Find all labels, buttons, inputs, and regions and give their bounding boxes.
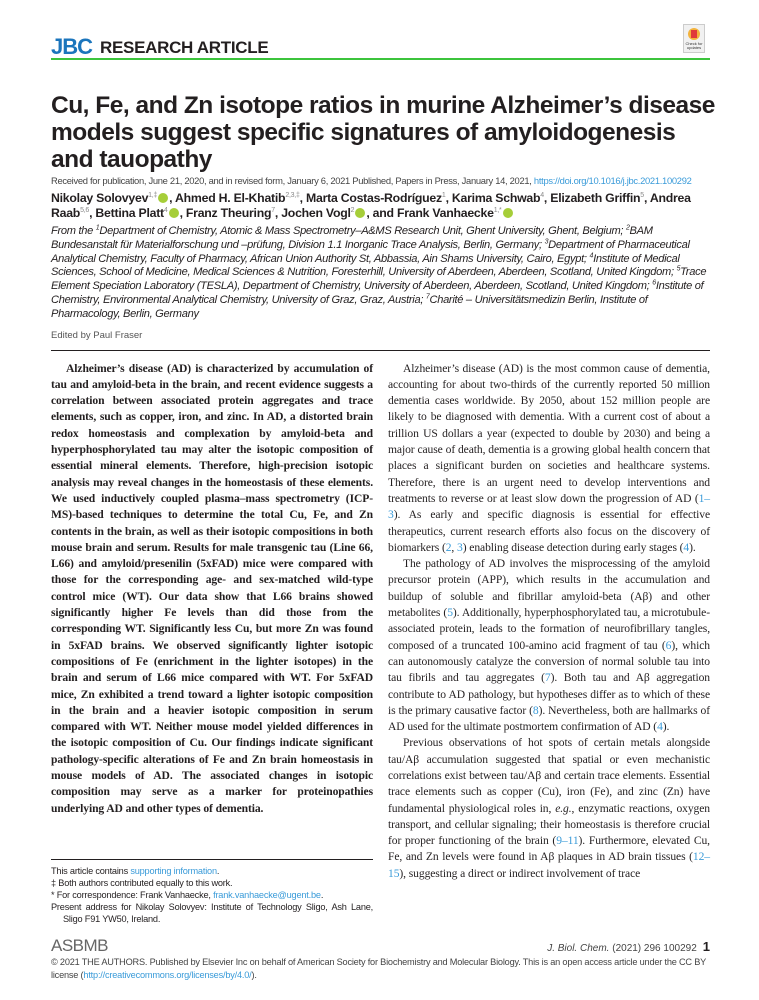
author-name: Nikolay Solovyev [51, 191, 149, 205]
reference-link[interactable]: 4 [683, 540, 690, 554]
affiliations [51, 225, 713, 322]
reference-link[interactable]: 12–15 [388, 850, 710, 880]
author-affiliation-marker: 5,6 [80, 206, 90, 214]
check-updates-icon [688, 28, 700, 40]
license-link[interactable]: http://creativecommons.org/licenses/by/4.0/ [83, 969, 252, 980]
footnote-area [51, 849, 373, 926]
affiliation-number: 1 [95, 224, 100, 232]
orcid-icon[interactable] [158, 193, 168, 203]
footnote-divider [51, 859, 373, 860]
author-affiliation-marker: 1 [441, 191, 446, 199]
author-name: and Frank Vanhaecke [372, 206, 494, 220]
author-affiliation-marker: 4 [163, 206, 168, 214]
correspondence-note: * For correspondence: Frank Vanhaecke, frank.vanhaecke@ugent.be. [51, 889, 324, 900]
paragraph: Alzheimer’s disease (AD) is the most common cause of dementia, accounting for about two-thirds of the currently reported 50 million dementia cases worldwide. By 2050, about 152 million people are likely to be diagnosed with dementia. With a current cost of about a trillion US dollars a year (expected to double by 2030) and being a major cause of death, dementia is a growing global health concern that places a significant burden on societies and healthcare systems. Therefore, there is an urgent need to develop interventions and treatments to reverse or at least slow down the progression of AD (1–3). As early and specific diagnosis is essential for effective therapeutics, current research efforts also focus on the discovery of biomarkers (2, 3) enabling disease detection during early stages (4). [388, 361, 710, 554]
affiliation-number: 4 [589, 251, 594, 259]
orcid-icon[interactable] [169, 208, 179, 218]
reference-link[interactable]: 1–3 [388, 491, 710, 522]
copyright: © 2021 THE AUTHORS. Published by Elsevier Inc on behalf of American Society for Biochemistry and Molecular Biology. This is an open access article under the CC BY license (http://creativecommons.org/licenses/by/4.0/). [51, 956, 706, 980]
affiliation-number: 7 [425, 293, 430, 301]
affiliation-number: 3 [544, 238, 549, 246]
divider [51, 350, 710, 351]
author-affiliation-marker: 4 [540, 191, 544, 199]
asbmb-logo: ASBMB [51, 935, 109, 955]
author-name: Marta Costas-Rodríguez [305, 191, 442, 205]
journal-logo: JBC [51, 34, 93, 59]
author-name: Franz Theuring [185, 206, 272, 220]
check-for-updates-badge[interactable]: Check for updates [683, 24, 705, 53]
author-name: Elizabeth Griffin [550, 191, 641, 205]
article-type: RESEARCH ARTICLE [100, 38, 269, 57]
author-name: Bettina Platt [95, 206, 164, 220]
author-affiliation-marker: 1,* [493, 206, 502, 214]
affiliation-prefix: From the [51, 225, 96, 237]
author-name: Jochen Vogl [281, 206, 351, 220]
reference-link[interactable]: 4 [657, 720, 663, 734]
edited-by: Edited by Paul Fraser [51, 329, 143, 341]
journal-header [51, 34, 710, 60]
publication-dates: Received for publication, June 21, 2020, and in revised form, January 6, 2021 Published, Papers in Press, January 14, 2021, https://doi.org/10.1016/j.jbc.2021.100292 [51, 175, 692, 186]
author-affiliation-marker: 2 [350, 206, 355, 214]
reference-link[interactable]: 3 [457, 540, 463, 554]
introduction [388, 361, 710, 926]
affiliation: Department of Chemistry, Atomic & Mass Spectrometry–A&MS Research Unit, Ghent University, Ghent, Belgium; [99, 225, 626, 237]
affiliation: Department of Pharmaceutical Analytical Chemistry, Faculty of Pharmacy, African Union Authority St, Abbassia, Ain Shams University, Cairo, Egypt; [51, 238, 690, 265]
reference-link[interactable]: 5 [447, 606, 453, 620]
affiliation-number: 2 [625, 224, 630, 232]
paragraph: Previous observations of hot spots of certain metals alongside tau/Aβ accumulation suggested that spatial or even mechanistic correlations exist between tau/Aβ and certain trace elements. Essential trace elements such as copper (Cu), iron (Fe), and zinc (Zn) have fundamental physiological roles in, e.g., enzymatic reactions, oxygen transport, and cellular signaling; their homeostasis is therefore crucial for proper functioning of the brain (9–11). Furthermore, elevated Cu, Fe, and Zn levels were found in Aβ plaques in AD brain tissues (12–15), suggesting a direct or indirect involvement of trace [388, 736, 710, 880]
article-title: Cu, Fe, and Zn isotope ratios in murine Alzheimer’s disease models suggest specific signatures of amyloidogenesis and tauopathy [51, 92, 715, 173]
present-address-note: Present address for Nikolay Solovyev: Institute of Technology Sligo, Ash Lane, Sligo F91 YW50, Ireland. [51, 902, 373, 925]
supporting-info-link[interactable]: supporting information [130, 865, 217, 876]
equal-contribution-note: ‡ Both authors contributed equally to this work. [51, 877, 233, 888]
page-number: 1 [702, 938, 710, 954]
reference-link[interactable]: 8 [532, 703, 539, 717]
doi-link[interactable]: https://doi.org/10.1016/j.jbc.2021.100292 [533, 175, 692, 186]
affiliation: BAM Bundesanstalt für Materialforschung und –prüfung, Division 1.1 Inorganic Trace Analysis, Berlin, Germany; [51, 225, 653, 251]
paragraph: The pathology of AD involves the misprocessing of the amyloid precursor protein (APP), which results in the accumulation and buildup of soluble and fibrillar amyloid-beta (Aβ) and other metabolites (5). Additionally, hyperphosphorylated tau, a microtubule-associated protein, leads to the formation of neurofibrillary tangles, composed of a truncated 100-amino acid fragment of tau (6), which can autonomously catalyze the conversion of normal soluble tau into tau fibrils and tau aggregates (7). Both tau and Aβ aggregation contribute to AD pathology, but hypotheses differ as to which of these is the primary causative factor (8). Nevertheless, both are hallmarks of AD used for the ultimate postmortem confirmation of AD (4). [388, 557, 710, 734]
author-name: Ahmed H. El-Khatib [175, 191, 286, 205]
page-footer [51, 936, 710, 956]
author-affiliation-marker: 2,3,‡ [285, 191, 300, 199]
supporting-note: This article contains supporting information. [51, 865, 220, 876]
affiliation: Charité – Universitätsmedizin Berlin, Institute of Pharmacology, Berlin, Germany [51, 293, 648, 320]
affiliation: Trace Element Speciation Laboratory (TESLA), Department of Chemistry, University of Aberdeen, Aberdeen, Scotland, United Kingdom; [51, 266, 707, 293]
affiliation: Institute of Chemistry, Environmental Analytical Chemistry, University of Graz, Graz, Austria; [51, 280, 704, 306]
author-affiliation-marker: 7 [271, 206, 275, 214]
email-link[interactable]: frank.vanhaecke@ugent.be [213, 889, 321, 900]
abstract-text: Alzheimer’s disease (AD) is characterized by accumulation of tau and amyloid-beta in the brain, and recent evidence suggests a correlation between associated protein aggregates and trace elements, such as copper, iron, and zinc. In AD, a distorted brain redox homeostasis and complexation by amyloid-beta and hyperphosphorylated tau may alter the isotopic composition of essential mineral elements. Therefore, high-precision isotopic analysis may reveal changes in the homeostasis of these elements. We used inductively coupled plasma–mass spectrometry (ICP-MS)-based techniques to determine the total Cu, Fe, and Zn contents in the brain, as well as their isotopic compositions in both mouse brain and serum. Results for male transgenic tau (Line 66, L66) and amyloid/presenilin (5xFAD) mice were compared with those for the corresponding age- and sex-matched wild-type control mice (WT). Our data show that L66 brains showed significantly higher Fe levels than did those from the corresponding WT. Significantly less Cu, but more Zn was found in 5xFAD brains. We observed significantly lighter isotopic compositions of Fe (enrichment in the lighter isotopes) in the brain and serum of L66 mice compared with WT. For 5xFAD mice, Zn exhibited a trend toward a lighter isotopic composition in the brain and a heavier isotopic composition in serum compared with WT. Neither mouse model yielded differences in the isotopic composition of Cu. Our findings indicate significant pathology-specific alterations of Fe and Zn brain homeostasis in mouse models of AD. The associated changes in isotopic composition may serve as a marker for proteinopathies underlying AD and other types of dementia. [51, 361, 373, 815]
citation: J. Biol. Chem. (2021) 296 100292 1 [547, 938, 710, 954]
author-name: Andrea Raab [51, 191, 691, 220]
left-column [51, 361, 373, 926]
reference-link[interactable]: 9–11 [556, 834, 579, 848]
affiliation: Institute of Medical Sciences, School of Medicine, Medical Sciences & Nutrition, Foresterhill, University of Aberdeen, Aberdeen, Scotland, United Kingdom; [51, 252, 680, 279]
author-affiliation-marker: 5 [640, 191, 644, 199]
affiliation-number: 5 [676, 265, 681, 273]
emphasis: e.g. [555, 801, 572, 815]
page [51, 34, 715, 982]
author-name: Karima Schwab [451, 191, 541, 205]
body-columns [51, 361, 710, 926]
affiliation-number: 6 [652, 279, 656, 287]
reference-link[interactable]: 6 [665, 638, 672, 652]
reference-link[interactable]: 2 [445, 540, 452, 554]
footnotes [51, 865, 373, 926]
orcid-icon[interactable] [503, 208, 513, 218]
orcid-icon[interactable] [355, 208, 365, 218]
author-affiliation-marker: 1,‡ [148, 191, 158, 199]
author-list: Nikolay Solovyev$^{1,\ddagger}$ , Ahmed H. El-Khatib$^{2,3,\ddagger}$, Marta Costas-Rodríguez$^1$, Karima Schwab$^4$, Elizabeth Griffin$^5$, Andrea Raab$^{5,6}$, Bettina Platt$^4$ , Franz Theuring$^7$, Jochen Vogl$^2$ , and Frank Vanhaecke$^{1,*}$ [51, 191, 691, 220]
abstract [51, 361, 373, 817]
reference-link[interactable]: 7 [544, 671, 551, 685]
